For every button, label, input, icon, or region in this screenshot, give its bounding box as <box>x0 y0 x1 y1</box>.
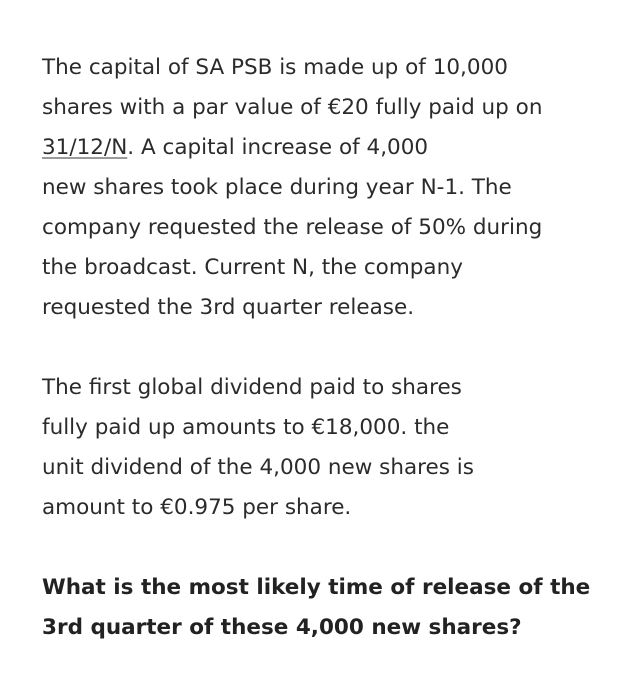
question <box>42 568 632 648</box>
text-line: company requested the release of 50% during <box>42 215 543 240</box>
question-line: 3rd quarter of these 4,000 new shares? <box>42 615 522 640</box>
paragraph-dividend <box>42 368 632 528</box>
text-line: The capital of SA PSB is made up of 10,000 <box>42 55 508 80</box>
text-fragment: . A capital increase of 4,000 <box>127 135 429 160</box>
text-line: the broadcast. Current N, the company <box>42 255 463 280</box>
question-line: What is the most likely time of release of the <box>42 575 591 600</box>
text-line: The first global dividend paid to shares <box>42 375 462 400</box>
text-line: unit dividend of the 4,000 new shares is <box>42 455 474 480</box>
text-line: new shares took place during year N-1. The <box>42 175 512 200</box>
date-text: 31/12/N <box>42 135 128 160</box>
paragraph-capital <box>42 48 632 328</box>
text-line: amount to €0.975 per share. <box>42 495 352 520</box>
text-line <box>42 128 632 168</box>
text-line: requested the 3rd quarter release. <box>42 295 415 320</box>
text-line: fully paid up amounts to €18,000. the <box>42 415 450 440</box>
document-body <box>42 48 632 688</box>
text-line: shares with a par value of €20 fully paid up on <box>42 95 543 120</box>
